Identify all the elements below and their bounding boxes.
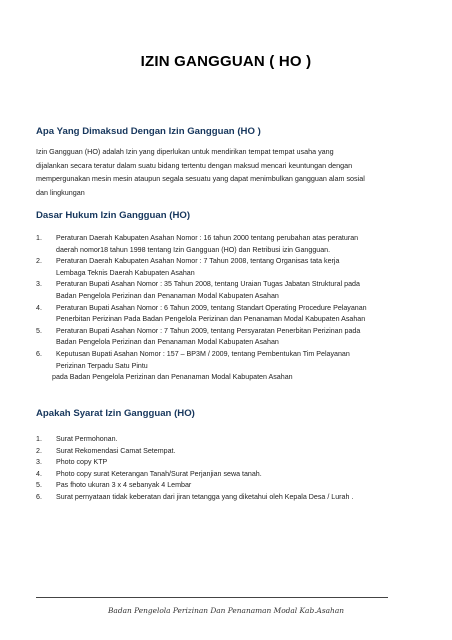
section-heading-requirements: Apakah Syarat Izin Gangguan (HO) bbox=[36, 408, 195, 419]
list-item: 1. Peraturan Daerah Kabupaten Asahan Nomor : 16 tahun 2000 tentang perubahan atas peraturan daerah nomor18 tahun 1998 tentang Izin Gangguan (HO) dan Retribusi izin Gangguan. bbox=[36, 234, 359, 254]
paragraph-line: dijalankan secara teratur dalam suatu bidang tertentu dengan maksud mencari keuntungan dengan bbox=[36, 160, 353, 170]
legal-basis-list bbox=[36, 233, 421, 384]
list-item: 1. Surat Permohonan. bbox=[36, 435, 118, 443]
list-item-continuation: pada Badan Pengelola Perizinan dan Penanaman Modal Kabupaten Asahan bbox=[52, 373, 293, 382]
footer-divider bbox=[36, 597, 388, 598]
definition-paragraph bbox=[36, 145, 416, 199]
list-item: 2. Surat Rekomendasi Camat Setempat. bbox=[36, 446, 176, 455]
section-heading-definition: Apa Yang Dimaksud Dengan Izin Gangguan (HO ) bbox=[36, 126, 261, 137]
list-item: 5. Pas fhoto ukuran 3 x 4 sebanyak 4 Lembar bbox=[36, 481, 192, 490]
list-item: 5. Peraturan Bupati Asahan Nomor : 7 Tahun 2009, tentang Persyaratan Penerbitan Perizinan pada Badan Pengelola Perizinan dan Penanaman Modal Kabupaten Asahan bbox=[36, 326, 361, 347]
requirements-list bbox=[36, 434, 421, 504]
list-item: 6. Keputusan Bupati Asahan Nomor : 157 – BP3M / 2009, tentang Pembentukan Tim Pelayanan Perizinan Terpadu Satu Pintu pada Badan Pengelola Perizinan dan Penanaman Modal Kabupaten Asahan bbox=[36, 349, 421, 384]
paragraph-line: Izin Gangguan (HO) adalah Izin yang diperlukan untuk mendirikan tempat tempat usaha yang bbox=[36, 147, 334, 156]
page-title: IZIN GANGGUAN ( HO ) bbox=[140, 53, 312, 70]
list-item: 6. Surat pernyataan tidak keberatan dari jiran tetangga yang diketahui oleh Kepala Desa / Lurah . bbox=[36, 492, 354, 501]
paragraph-line: dan lingkungan bbox=[36, 187, 85, 197]
list-item: 3. Photo copy KTP bbox=[36, 458, 108, 467]
list-item: 3. Peraturan Bupati Asahan Nomor : 35 Tahun 2008, tentang Uraian Tugas Jabatan Struktural pada Badan Pengelola Perizinan dan Penanaman Modal Kabupaten Asahan bbox=[36, 280, 360, 300]
list-item: 2. Peraturan Daerah Kabupaten Asahan Nomor : 7 Tahun 2008, tentang Organisas tata kerja Lembaga Teknis Daerah Kabupaten Asahan bbox=[36, 257, 340, 277]
paragraph-line: mempergunakan mesin mesin ataupun segala sesuatu yang dapat menimbulkan gangguan alam sosial bbox=[36, 174, 365, 184]
footer-text: Badan Pengelola Perizinan Dan Penanaman Modal Kab.Asahan bbox=[108, 606, 344, 615]
section-heading-legal-basis: Dasar Hukum Izin Gangguan (HO) bbox=[36, 210, 191, 221]
list-item: 4. Photo copy surat Keterangan Tanah/Surat Perjanjian sewa tanah. bbox=[36, 469, 262, 478]
list-item: 4. Peraturan Bupati Asahan Nomor : 6 Tahun 2009, tentang Standart Operating Procedure Pelayanan Penerbitan Perizinan Pada Badan Pengelola Perizinan dan Penanaman Modal Kabupaten Asahan bbox=[36, 303, 367, 324]
